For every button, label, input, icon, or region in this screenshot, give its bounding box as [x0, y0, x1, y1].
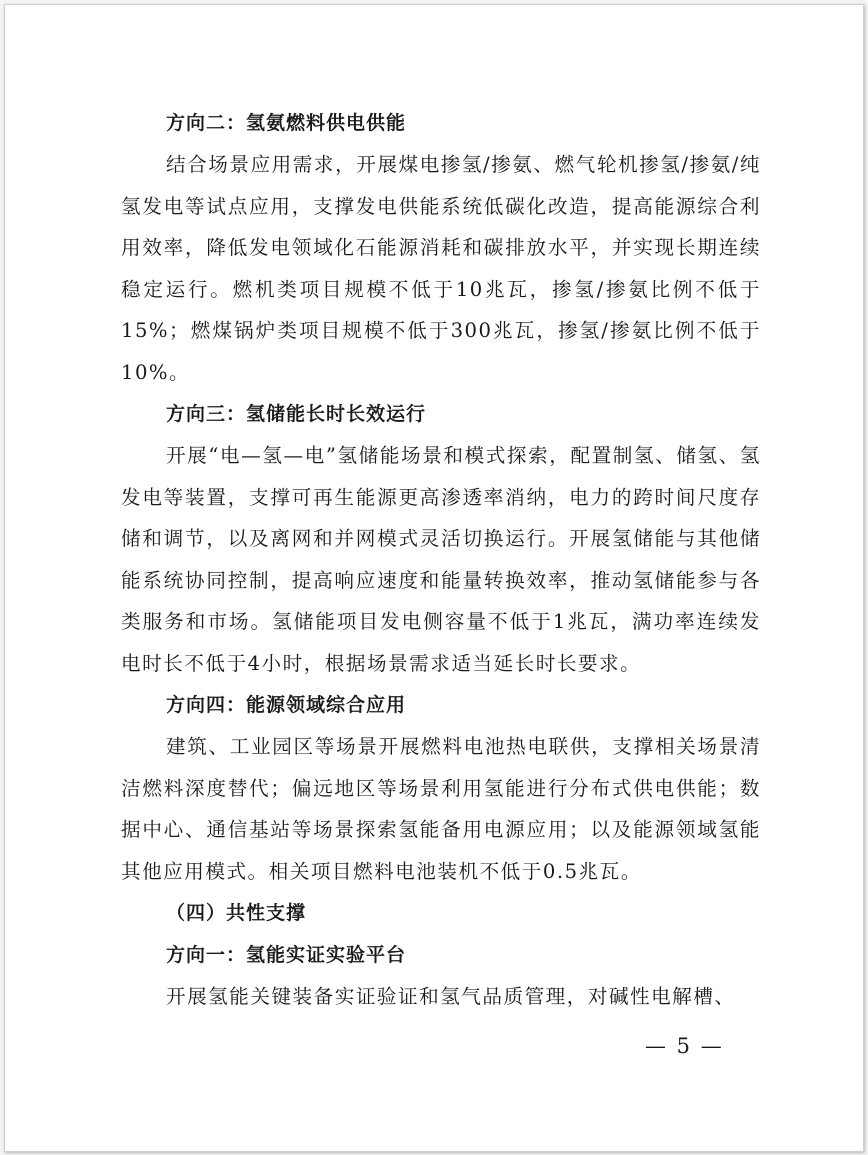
section-heading-platform: 方向一：氢能实证实验平台	[166, 944, 407, 966]
section-body-platform: 开展氢能关键装备实证验证和氢气品质管理，对碱性电解槽、	[166, 985, 736, 1008]
section-body-direction-4: 建筑、工业园区等场景开展燃料电池热电联供，支撑相关场景清洁燃料深度替代；偏远地区等场景利用氢能进行分布式供电供能；数据中心、通信基站等场景探索氢能备用电源应用；以及能源领域氢能其他应用模式。相关项目燃料电池装机不低于0.5兆瓦。	[121, 735, 761, 883]
section-heading-direction-4: 方向四：能源领域综合应用	[166, 694, 407, 716]
page-number: — 5 —	[645, 1034, 724, 1058]
document-page	[4, 4, 864, 1152]
section-heading-direction-3: 方向三：氢储能长时长效运行	[166, 403, 427, 425]
section-heading-direction-2: 方向二：氢氨燃料供电供能	[166, 112, 407, 134]
section-body-direction-3: 开展“电—氢—电”氢储能场景和模式探索，配置制氢、储氢、氢发电等装置，支撑可再生能源更高渗透率消纳，电力的跨时间尺度存储和调节，以及离网和并网模式灵活切换运行。开展氢储能与其他储能系统协同控制，提高响应速度和能量转换效率，推动氢储能参与各类服务和市场。氢储能项目发电侧容量不低于1兆瓦，满功率连续发电时长不低于4小时，根据场景需求适当延长时长要求。	[121, 444, 761, 675]
section-body-direction-2: 结合场景应用需求，开展煤电掺氢/掺氨、燃气轮机掺氢/掺氨/纯氢发电等试点应用，支撑发电供能系统低碳化改造，提高能源综合利用效率，降低发电领域化石能源消耗和碳排放水平，并实现长期连续稳定运行。燃机类项目规模不低于10兆瓦，掺氢/掺氨比例不低于15%；燃煤锅炉类项目规模不低于300兆瓦，掺氢/掺氨比例不低于10%。	[121, 153, 761, 384]
subsection-title: （四）共性支撑	[166, 902, 307, 924]
page-content	[121, 102, 761, 1018]
